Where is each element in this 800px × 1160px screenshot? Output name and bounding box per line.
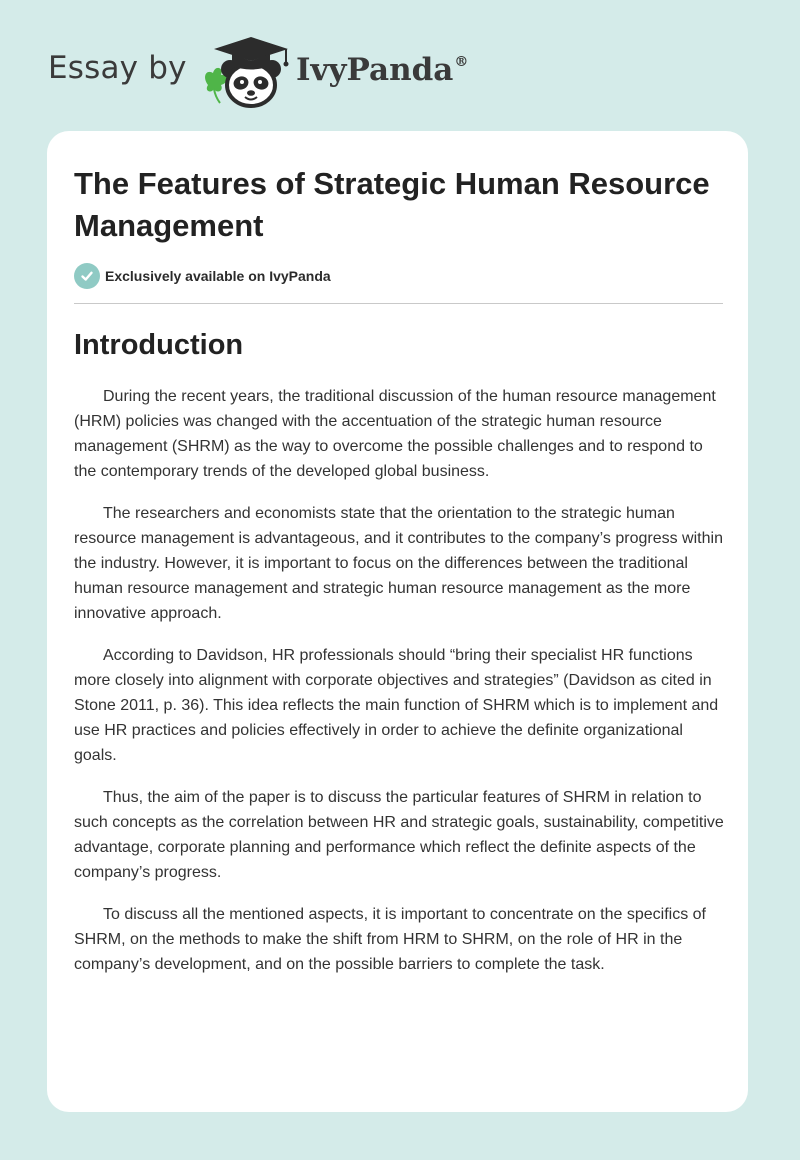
essay-by-label: Essay by [48,50,187,86]
paragraph: During the recent years, the traditional discussion of the human resource management (HRM) policies was changed with the accentuation of the strategic human resource management (SHRM) as the way to overcome the possible challenges and to respond to the contemporary trends of the developed global business. [74,388,716,480]
essay-card [47,131,748,1112]
paragraph: The researchers and economists state that the orientation to the strategic human resource management is advantageous, and it contributes to the company’s progress within the industry. However, it is important to focus on the differences between the traditional human resource management and strategic human resource management as the more innovative approach. [74,505,723,622]
brand-name-text: IvyPanda [296,52,454,88]
brand-name[interactable] [296,52,468,88]
registered-mark: ® [454,54,469,70]
paragraph: According to Davidson, HR professionals should “bring their specialist HR functions more closely into alignment with corporate objectives and strategies” (Davidson as cited in Stone 2011, p. 36). This idea reflects the main function of SHRM which is to implement and use HR practices and policies effectively in order to achieve the definite organizational goals. [74,647,719,764]
page-title: The Features of Strategic Human Resource Management [74,166,710,243]
essay-body [74,384,724,994]
ivypanda-logo-icon[interactable] [200,33,292,109]
section-heading-introduction: Introduction [74,329,244,361]
paragraph: To discuss all the mentioned aspects, it is important to concentrate on the specifics of SHRM, on the methods to make the shift from HRM to SHRM, on the role of HR in the company’s development, and on the possible barriers to complete the task. [74,906,706,973]
exclusive-badge-text: Exclusively available on IvyPanda [105,268,331,284]
title-divider [74,303,723,304]
exclusive-badge [74,263,331,289]
paragraph: Thus, the aim of the paper is to discuss the particular features of SHRM in relation to such concepts as the correlation between HR and strategic goals, sustainability, competitive advantage, corporate planning and performance which reflect the definite aspects of the company’s progress. [74,789,724,881]
site-header [0,0,800,130]
check-circle-icon [74,263,100,289]
